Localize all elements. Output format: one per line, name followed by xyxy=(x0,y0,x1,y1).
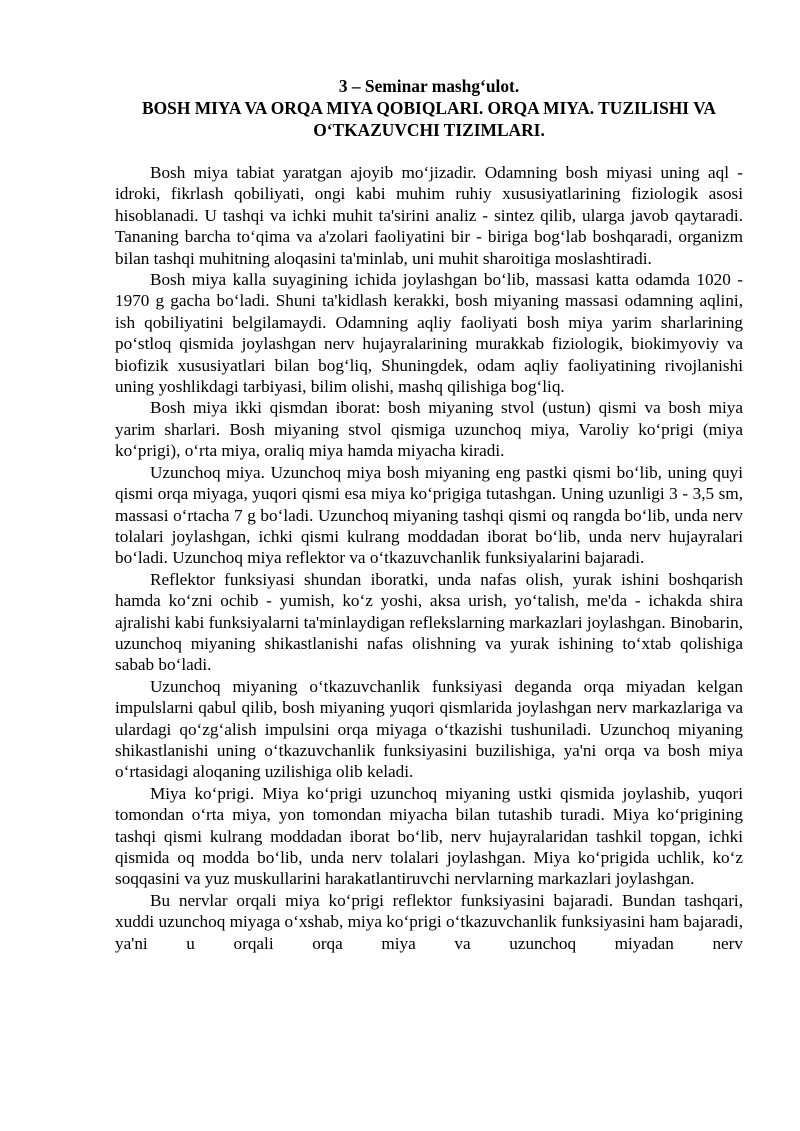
paragraph: Reflektor funksiyasi shundan iboratki, unda nafas olish, yurak ishini boshqarish hamda ko‘zni ochib - yumish, ko‘z yoshi, aksa urish, yo‘talish, me'da - ichakda shira ajralishi kabi funksiyalarni ta'minlaydigan reflekslarning markazlari joylashgan. Binobarin, uzunchoq miyaning shikastlanishi nafas olishning va yurak ishining to‘xtab qolishiga sabab bo‘ladi. xyxy=(115,569,743,675)
seminar-title: 3 – Seminar mashg‘ulot. xyxy=(338,76,520,96)
paragraph: Bosh miya tabiat yaratgan ajoyib mo‘jizadir. Odamning bosh miyasi uning aql - idroki, fikrlash qobiliyati, ongi kabi muhim ruhiy xususiyatlarining fiziologik asosi hisoblanadi. U tashqi va ichki muhit ta'sirini analiz - sintez qilib, ularga javob qaytaradi. Tananing barcha to‘qima va a'zolari faoliyatini bir - biriga bog‘lab boshqaradi, organizm bilan tashqi muhitning aloqasini ta'minlab, uni muhit sharoitiga moslashtiradi. xyxy=(115,163,743,268)
paragraph: Miya ko‘prigi. Miya ko‘prigi uzunchoq miyaning ustki qismida joylashib, yuqori tomondan o‘rta miya, yon tomondan miyacha bilan tutashib turadi. Miya ko‘prigining tashqi qismi kulrang moddadan iborat bo‘lib, nerv hujayralaridan tashkil topgan, ichki qismida oq modda bo‘lib, unda nerv tolalari joylashgan. Miya ko‘prigida uchlik, ko‘z soqqasini va yuz muskullarini harakatlantiruvchi nervlarning markazlari joylashgan. xyxy=(115,783,743,889)
paragraph: Uzunchoq miya. Uzunchoq miya bosh miyaning eng pastki qismi bo‘lib, uning quyi qismi orqa miyaga, yuqori qismi esa miya ko‘prigiga tutashgan. Uning uzunligi 3 - 3,5 sm, massasi o‘rtacha 7 g bo‘ladi. Uzunchoq miyaning tashqi qismi oq rangda bo‘lib, unda nerv tolalari joylashgan, ichki qismi kulrang moddadan iborat bo‘lib, unda nerv hujayralari bo‘ladi. Uzunchoq miya reflektor va o‘tkazuvchanlik funksiyalarini bajaradi. xyxy=(115,462,743,568)
paragraph: Bosh miya ikki qismdan iborat: bosh miyaning stvol (ustun) qismi va bosh miya yarim sharlari. Bosh miyaning stvol qismiga uzunchoq miya, Varoliy ko‘prigi (miya ko‘prigi), o‘rta miya, oraliq miya hamda miyacha kiradi. xyxy=(115,398,743,461)
page-heading xyxy=(115,75,743,141)
paragraph: Uzunchoq miyaning o‘tkazuvchanlik funksiyasi deganda orqa miyadan kelgan impulslarni qabul qilib, bosh miyaning yuqori qismlarida joylashgan nerv markazlariga va ulardagi qo‘zg‘alish impulsini orqa miyaga o‘tkazishi tushuniladi. Uzunchoq miyaning shikastlanishi uning o‘tkazuvchanlik funksiyasini buzilishiga, ya'ni orqa va bosh miya o‘rtasidagi aloqaning uzilishiga olib keladi. xyxy=(115,676,743,782)
paragraph: Bosh miya kalla suyagining ichida joylashgan bo‘lib, massasi katta odamda 1020 - 1970 g gacha bo‘ladi. Shuni ta'kidlash kerakki, bosh miyaning massasi odamning aqlini, ish qobiliyatini belgilamaydi. Odamning aqliy faoliyati bosh miya yarim sharlarining po‘stloq qismida joylashgan nerv hujayralarining murakkab fiziologik, biokimyoviy va biofizik xususiyatlari bilan bog‘liq, Shuningdek, odam aqliy faoliyatining rivojlanishi uning yoshlikdagi tarbiyasi, bilim olishi, mashq qilishiga bog‘liq. xyxy=(115,270,743,397)
document-body xyxy=(115,162,743,954)
topic-title: BOSH MIYA VA ORQA MIYA QOBIQLARI. ORQA MIYA. TUZILISHI VA O‘TKAZUVCHI TIZIMLARI. xyxy=(142,98,716,140)
paragraph: Bu nervlar orqali miya ko‘prigi reflektor funksiyasini bajaradi. Bundan tashqari, xuddi uzunchoq miyaga o‘xshab, miya ko‘prigi o‘tkazuvchanlik funksiyasini ham bajaradi, ya'ni u orqali orqa miya va uzunchoq miyadan nerv xyxy=(115,890,743,953)
